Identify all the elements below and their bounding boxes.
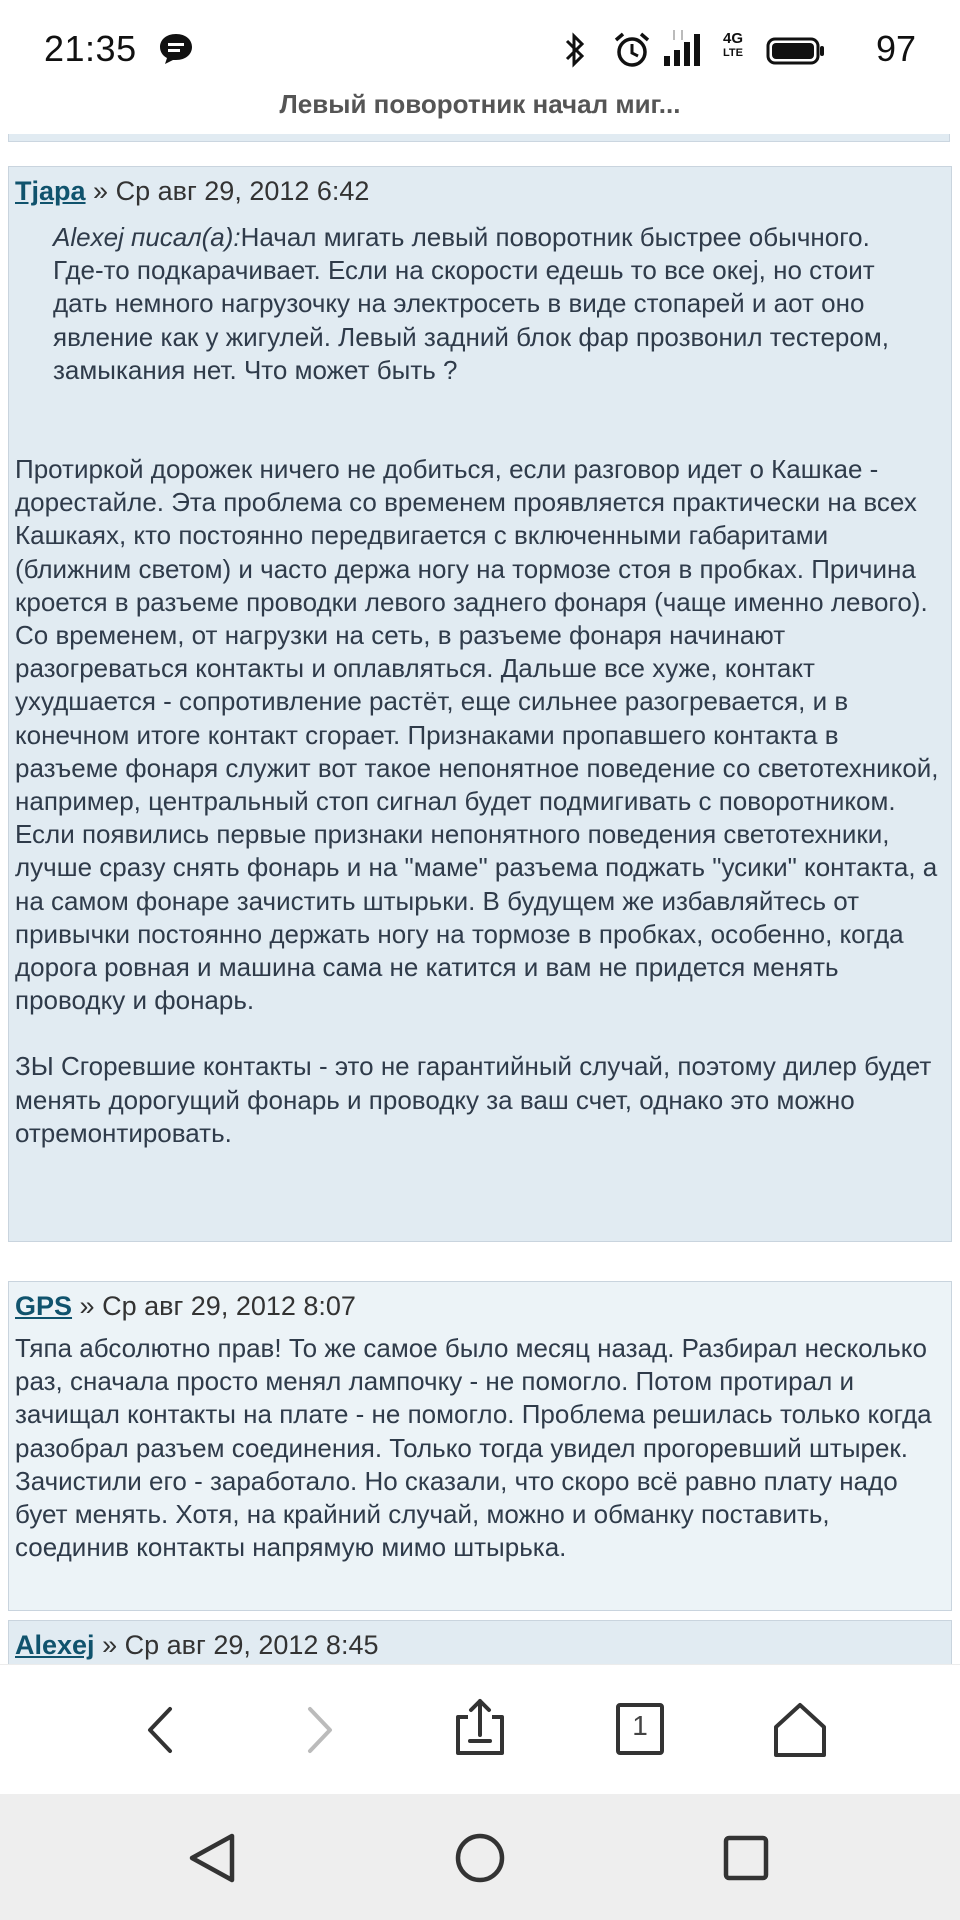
page-content[interactable]	[0, 134, 960, 1664]
quote-text: Начал мигать левый поворотник быстрее обычного. Где-то подкарачивает. Если на скорости едешь то все океj, но стоит дать немного нагрузочку на электросеть в виде стопарей и аот оно явление как у жигулей. Левый задний блок фар прозвонил тестером, замыкания нет. Что может быть ?	[53, 222, 889, 385]
post-date: » Ср авг 29, 2012 8:45	[102, 1630, 379, 1660]
post-author-link[interactable]: Alexej	[15, 1630, 95, 1660]
post-paragraph: ЗЫ Сгоревшие контакты - это не гарантийный случай, поэтому дилер будет менять дорогущий фонарь и проводку за ваш счет, однако это можно отремонтировать.	[15, 1051, 932, 1148]
forum-post	[8, 1620, 952, 1664]
post-header	[15, 1282, 945, 1324]
post-header	[15, 1621, 945, 1663]
post-author-link[interactable]: GPS	[15, 1291, 73, 1321]
post-date: » Ср авг 29, 2012 6:42	[93, 176, 370, 206]
post-body	[15, 1332, 945, 1564]
post-paragraph: Протиркой дорожек ничего не добиться, если разговор идет о Кашкае - дорестайле. Эта проблема со временем проявляется практически на всех Кашкаях, кто постоянно передвигается с включенными габаритами (ближним светом) и часто держа ногу на тормозе стоя в пробках. Причина кроется в разъеме проводки левого заднего фонаря (чаще именно левого). Со временем, от нагрузки на сеть, в разъеме фонаря начинают разогреваться контакты и оплавляться. Дальше все хуже, контакт ухудшается - сопротивление растёт, еще сильнее разогревается, и в конечном итоге контакт сгорает. Признаками пропавшего контакта в разъеме фонаря служит вот такое непонятное поведение со светотехникой, например, центральный стоп сигнал будет подмигивать с поворотником.	[15, 454, 939, 817]
bluetooth-icon	[560, 32, 590, 68]
nav-recents-icon[interactable]	[706, 1828, 786, 1888]
status-time: 21:35	[44, 28, 137, 69]
status-bar	[0, 0, 960, 86]
nav-back-icon[interactable]	[174, 1828, 254, 1888]
system-navigation-bar	[0, 1794, 960, 1920]
post-quote	[15, 221, 945, 387]
signal-icon	[662, 28, 710, 68]
post-header	[15, 167, 945, 209]
network-sub-label: LTE	[723, 47, 743, 59]
quote-cite: Alexej писал(а):	[53, 222, 241, 252]
previous-post-edge	[8, 134, 950, 142]
home-icon[interactable]	[760, 1695, 840, 1765]
page-title: Левый поворотник начал миг...	[279, 89, 681, 119]
network-label: 4G	[722, 30, 743, 47]
message-icon	[158, 32, 194, 66]
post-body	[15, 221, 945, 1150]
tabs-button[interactable]	[600, 1695, 680, 1765]
post-date: » Ср авг 29, 2012 8:07	[79, 1291, 356, 1321]
post-paragraph: Если появились первые признаки непонятного поведения светотехники, лучше сразу снять фонарь и на "маме" разъема поджать "усики" контакта, а на самом фонаре зачистить штырьки. В будущем же избавляйтесь от привычки постоянно держать ногу на тормозе в пробках, особенно, когда дорога ровная и машина сама не катится и вам не придется менять проводку и фонарь.	[15, 819, 938, 1016]
alarm-icon	[612, 30, 652, 70]
back-icon[interactable]	[120, 1695, 200, 1765]
forum-post	[8, 1281, 952, 1611]
share-icon[interactable]	[440, 1695, 520, 1765]
post-author-link[interactable]: Tjapa	[15, 176, 86, 206]
browser-toolbar	[0, 1664, 960, 1795]
title-bar	[0, 86, 960, 135]
network-type	[718, 32, 748, 60]
battery-percent: 97	[875, 28, 916, 69]
forum-post	[8, 166, 952, 1242]
status-icons	[560, 22, 960, 72]
tab-count: 1	[632, 1710, 648, 1741]
nav-home-icon[interactable]	[440, 1828, 520, 1888]
forward-icon[interactable]	[280, 1695, 360, 1765]
post-paragraph: Тяпа абсолютно прав! То же самое было месяц назад. Разбирал несколько раз, сначала просто менял лампочку - не помогло. Потом протирал и зачищал контакты на плате - не помогло. Проблема решилась только когда разобрал разъем соединения. Только тогда увидел прогоревший штырек. Зачистили его - заработало. Но сказали, что скоро всё равно плату надо бует менять. Хотя, на крайний случай, можно и обманку поставить, соединив контакты напрямую мимо штырька.	[15, 1333, 932, 1563]
battery-icon	[766, 36, 826, 66]
